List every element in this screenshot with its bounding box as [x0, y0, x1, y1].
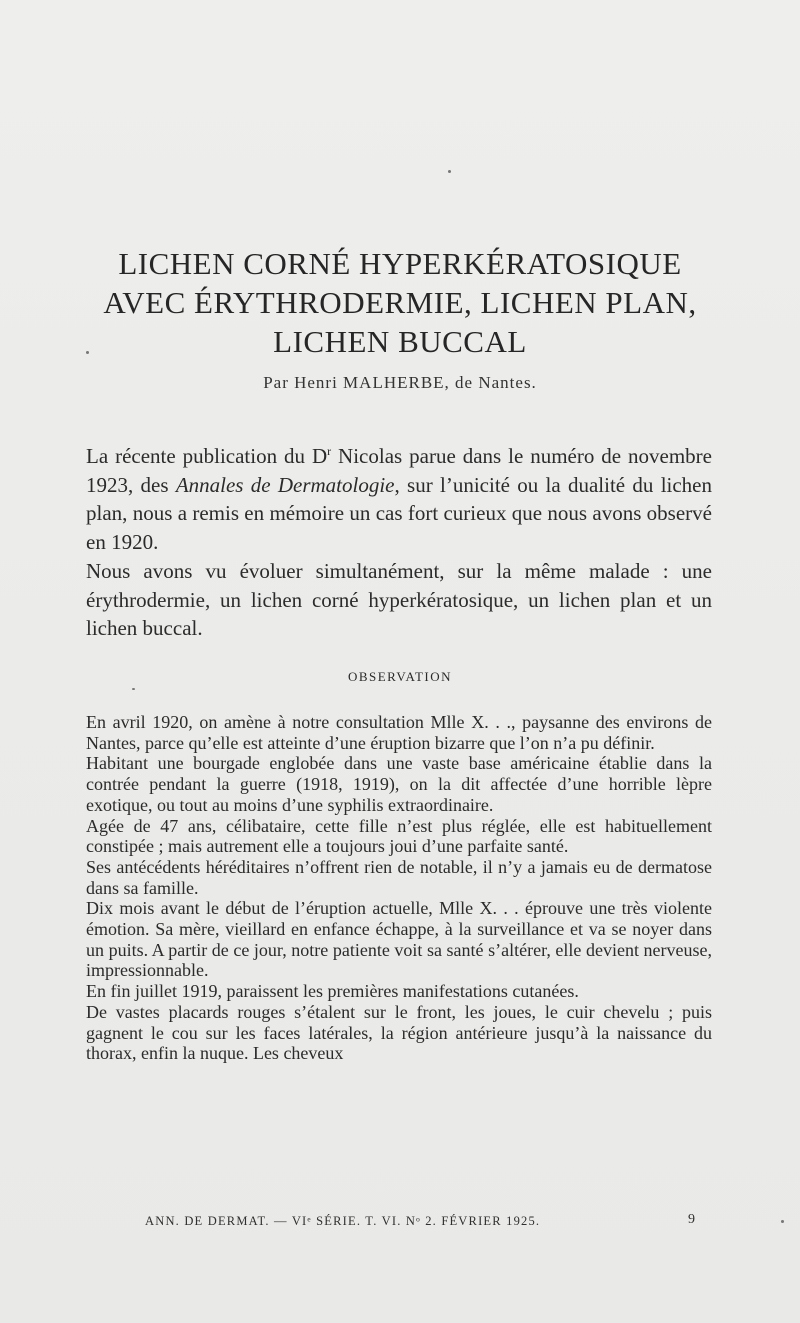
observation-paragraph: En fin juillet 1919, paraissent les premières manifestations cutanées.: [86, 981, 579, 1002]
observation-paragraph: En avril 1920, on amène à notre consultation Mlle X. . ., paysanne des environs de Nantes, parce qu’elle est atteinte d’une éruption bizarre que l’on n’a pu définir.: [86, 712, 712, 753]
journal-name: Annales de Dermatologie: [175, 472, 395, 497]
section-heading: OBSERVATION: [347, 669, 453, 684]
observation-paragraph: De vastes placards rouges s’étalent sur le front, les joues, le cuir chevelu ; puis gagnent le cou sur les faces latérales, la région antérieure jusqu’à la naissance du thorax, enfin la nuque. Les cheveux: [86, 1001, 712, 1064]
page-number: 9: [688, 1212, 695, 1227]
observation-paragraph: Ses antécédents héréditaires n’offrent rien de notable, il n’y a jamais eu de dermatose dans sa famille.: [86, 856, 712, 898]
intro-text-b: Nicolas parue dans le numéro de novembre 1923, des: [86, 444, 712, 497]
article-title-line-3: LICHEN BUCCAL: [273, 324, 527, 359]
article-title-line-2: AVEC ÉRYTHRODERMIE, LICHEN PLAN,: [103, 285, 697, 320]
article-title-line-1: LICHEN CORNÉ HYPERKÉRATOSIQUE: [118, 246, 682, 281]
intro-text-a: La récente publication du D: [86, 444, 328, 468]
introduction: [86, 437, 712, 643]
observation-text: [86, 712, 712, 1064]
paper-speck: [132, 688, 135, 690]
paper-speck: [86, 351, 89, 354]
doctor-superscript: r: [327, 444, 332, 458]
paper-speck: [781, 1220, 784, 1223]
intro-text-c: , sur l’unicité ou la dualité du lichen plan, nous a remis en mémoire un cas fort curieux que nous avons observé en 1920.: [86, 472, 713, 555]
paper-speck: [448, 170, 451, 173]
observation-paragraph: Agée de 47 ans, célibataire, cette fille n’est plus réglée, elle est habituellement constipée ; mais autrement elle a toujours joui d’une parfaite santé.: [86, 815, 712, 857]
intro-paragraph-1: [86, 437, 712, 557]
observation-paragraph: Dix mois avant le début de l’éruption actuelle, Mlle X. . . éprouve une très violente émotion. Sa mère, vieillard en enfance échappe, à la surveillance et va se noyer dans un puits. A partir de ce jour, notre patiente voit sa santé s’altérer, elle devient nerveuse, impressionnable.: [86, 898, 712, 981]
author-byline: Par Henri MALHERBE, de Nantes.: [263, 373, 537, 392]
intro-paragraph-2: Nous avons vu évoluer simultanément, sur la même malade : une érythrodermie, un lichen corné hyperkératosique, un lichen plan et un lichen buccal.: [86, 558, 712, 641]
running-foot: ANN. DE DERMAT. — VIᵉ SÉRIE. T. VI. Nᵒ 2. FÉVRIER 1925.: [145, 1214, 541, 1228]
observation-paragraph: Habitant une bourgade englobée dans une vaste base américaine établie dans la contrée pendant la guerre (1918, 1919), on la dit affectée d’une horrible lèpre exotique, ou tout au moins d’une syphilis extraordinaire.: [86, 753, 712, 815]
